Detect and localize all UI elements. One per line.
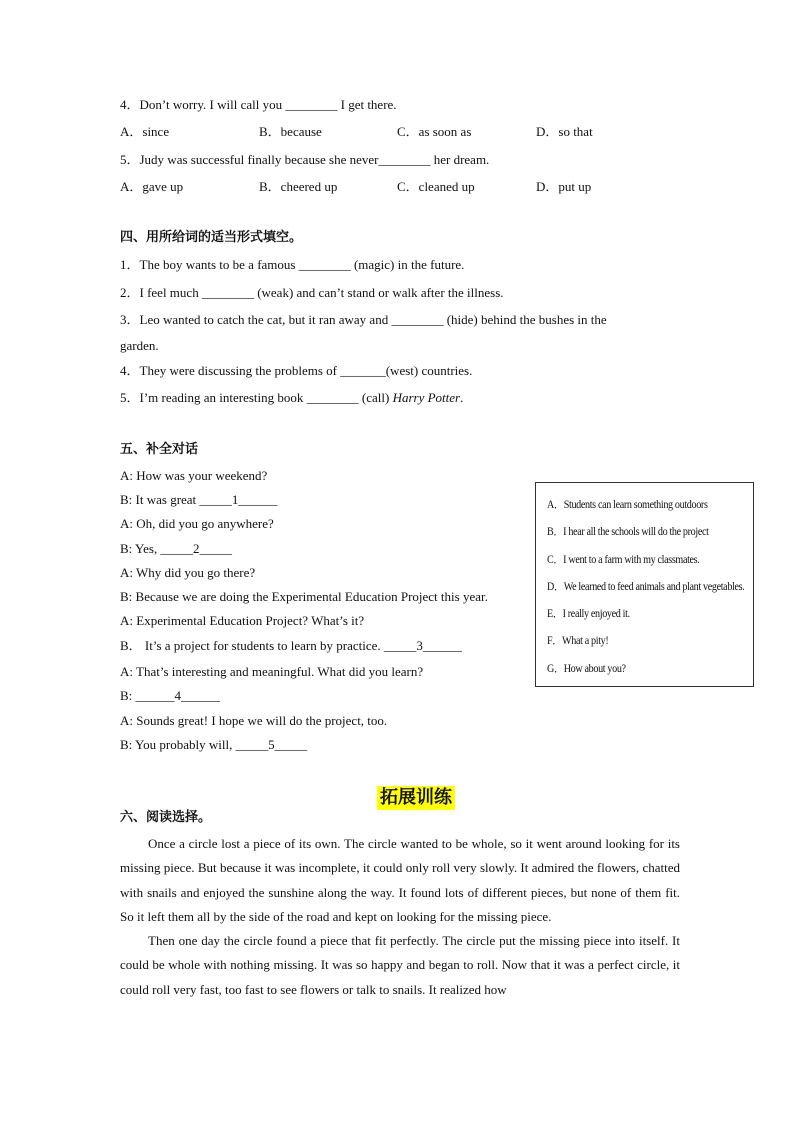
dialogue-line: A: That’s interesting and meaningful. What did you learn? [120,664,424,679]
option-d: D．We learned to feed animals and plant vegetables. [547,581,745,593]
dialogue-line: A: Why did you go there? [120,565,256,580]
dialogue-line: B: Yes, _____2_____ [120,541,232,556]
q4-option-c: C．as soon as [397,124,472,139]
fill-item-5-end: . [460,390,464,405]
question-5: 5．Judy was successful finally because she never________ her dream. [120,152,490,167]
dialogue-line: A: How was your weekend? [120,468,268,483]
passage-paragraph-2: Then one day the circle found a piece that fit perfectly. The circle put the missing piece into itself. It could be whole with nothing missing. It was so happy and began to roll. Now that it was a perfect circle, it could roll very fast, too fast to see flowers or talk to snails. It realized how [120,933,680,997]
options-box [535,482,754,687]
option-c: C．I went to a farm with my classmates. [547,554,700,566]
fill-item-1: 1．The boy wants to be a famous ________ (magic) in the future. [120,257,465,272]
dialogue-line: B: ______4______ [120,688,221,703]
option-b: B．I hear all the schools will do the project [547,526,709,538]
dialogue-line: B: It was great _____1______ [120,492,278,507]
option-a: A．Students can learn something outdoors [547,499,708,511]
fill-item-5-text: 5．I’m reading an interesting book ________ (call) [120,390,393,405]
option-e: E．I really enjoyed it. [547,608,630,620]
fill-item-2: 2．I feel much ________ (weak) and can’t stand or walk after the illness. [120,285,504,300]
q5-option-a: A．gave up [120,179,184,194]
dialogue-line: B: Because we are doing the Experimental Education Project this year. [120,589,488,604]
q4-option-a: A．since [120,124,170,139]
fill-item-5 [120,390,463,406]
passage-paragraph-1: Once a circle lost a piece of its own. The circle wanted to be whole, so it went around looking for its missing piece. But because it was incomplete, it could only roll very slowly. It admired the flowers, chatted with snails and enjoyed the sunshine along the way. It found lots of different pieces, but none of them fit. So it left them all by the side of the road and kept on looking for the missing piece. [120,836,680,924]
question-4: 4．Don’t worry. I will call you ________ I get there. [120,97,397,112]
dialogue-line: B: You probably will, _____5_____ [120,737,308,752]
fill-item-4: 4．They were discussing the problems of _______(west) countries. [120,363,473,378]
reading-passage [120,832,680,1002]
dialogue-line: A: Sounds great! I hope we will do the project, too. [120,713,388,728]
fill-item-3-cont: garden. [120,338,159,353]
dialogue-line: A: Experimental Education Project? What’s it? [120,613,365,628]
book-title: Harry Potter [392,390,461,405]
section-5-heading: 五、补全对话 [120,442,199,457]
fill-item-3: 3．Leo wanted to catch the cat, but it ran away and ________ (hide) behind the bushes in the [120,312,607,327]
section-4-heading: 四、用所给词的适当形式填空。 [120,230,303,245]
q5-option-c: C．cleaned up [397,179,475,194]
dialogue-line: B． It’s a project for students to learn by practice. _____3______ [120,638,462,653]
section-6-heading: 六、阅读选择。 [120,810,212,825]
option-f: F．What a pity! [547,635,609,647]
extension-banner: 拓展训练 [377,786,455,810]
q4-option-d: D．so that [536,124,593,139]
q5-option-b: B．cheered up [259,179,338,194]
dialogue-line: A: Oh, did you go anywhere? [120,516,274,531]
q4-option-b: B．because [259,124,322,139]
option-g: G．How about you? [547,663,626,675]
q5-option-d: D．put up [536,179,592,194]
